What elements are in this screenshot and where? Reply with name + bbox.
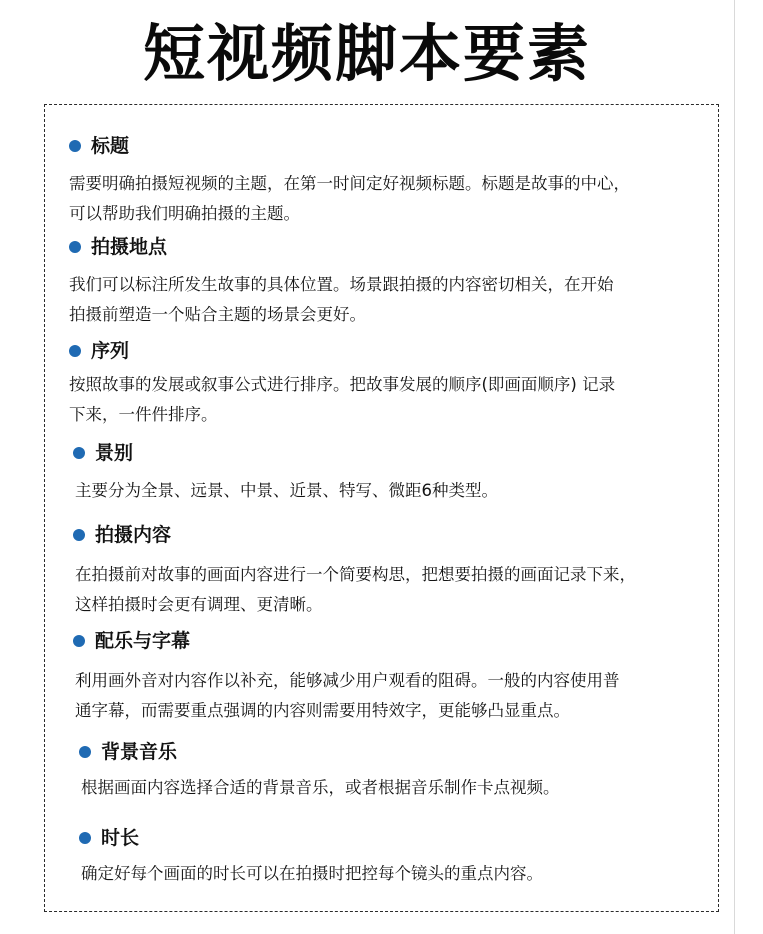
section-description xyxy=(69,370,615,430)
bullet-dot-icon xyxy=(69,345,81,357)
section-description xyxy=(75,560,636,620)
section-description xyxy=(69,169,630,229)
section-heading: 拍摄内容 xyxy=(95,524,172,546)
section-heading-row xyxy=(79,739,177,765)
bullet-dot-icon xyxy=(73,529,85,541)
section-description xyxy=(81,773,560,803)
section-heading-row xyxy=(79,825,139,851)
description-line: 利用画外音对内容作以补充，能够减少用户观看的阻碍。一般的内容使用普 xyxy=(75,671,620,690)
description-line: 主要分为全景、远景、中景、近景、特写、微距6种类型。 xyxy=(75,481,498,500)
section-heading: 时长 xyxy=(101,827,140,849)
section-heading: 标题 xyxy=(91,135,130,157)
bullet-dot-icon xyxy=(79,832,91,844)
description-line: 在拍摄前对故事的画面内容进行一个简要构思，把想要拍摄的画面记录下来， xyxy=(75,565,636,584)
description-line: 按照故事的发展或叙事公式进行排序。把故事发展的顺序(即画面顺序) 记录 xyxy=(69,375,616,394)
description-line: 我们可以标注所发生故事的具体位置。场景跟拍摄的内容密切相关，在开始 xyxy=(69,275,614,294)
section-description xyxy=(81,859,543,889)
section-heading: 拍摄地点 xyxy=(91,236,168,258)
page-title: 短视频脚本要素 xyxy=(142,17,591,90)
bullet-dot-icon xyxy=(73,635,85,647)
description-line: 通字幕，而需要重点强调的内容则需要用特效字，更能够凸显重点。 xyxy=(75,701,570,720)
bullet-dot-icon xyxy=(79,746,91,758)
section-description xyxy=(75,476,498,506)
section-description xyxy=(75,666,620,726)
section-description xyxy=(69,270,614,330)
description-line: 可以帮助我们明确拍摄的主题。 xyxy=(69,204,300,223)
section-heading: 配乐与字幕 xyxy=(95,630,191,652)
description-line: 根据画面内容选择合适的背景音乐，或者根据音乐制作卡点视频。 xyxy=(81,778,560,797)
content-box xyxy=(44,104,719,912)
section-heading-row xyxy=(73,628,190,654)
bullet-dot-icon xyxy=(73,447,85,459)
section-heading: 背景音乐 xyxy=(101,741,178,763)
bullet-dot-icon xyxy=(69,241,81,253)
section-heading-row xyxy=(73,440,133,466)
description-line: 这样拍摄时会更有调理、更清晰。 xyxy=(75,595,323,614)
section-heading-row xyxy=(69,338,129,364)
page-right-edge xyxy=(734,0,735,934)
description-line: 拍摄前塑造一个贴合主题的场景会更好。 xyxy=(69,305,366,324)
description-line: 确定好每个画面的时长可以在拍摄时把控每个镜头的重点内容。 xyxy=(81,864,543,883)
description-line: 下来，一件件排序。 xyxy=(69,405,218,424)
bullet-dot-icon xyxy=(69,140,81,152)
section-heading: 景别 xyxy=(95,442,134,464)
section-heading-row xyxy=(69,234,167,260)
section-heading: 序列 xyxy=(91,340,130,362)
section-heading-row xyxy=(69,133,129,159)
section-heading-row xyxy=(73,522,171,548)
description-line: 需要明确拍摄短视频的主题，在第一时间定好视频标题。标题是故事的中心， xyxy=(69,174,630,193)
